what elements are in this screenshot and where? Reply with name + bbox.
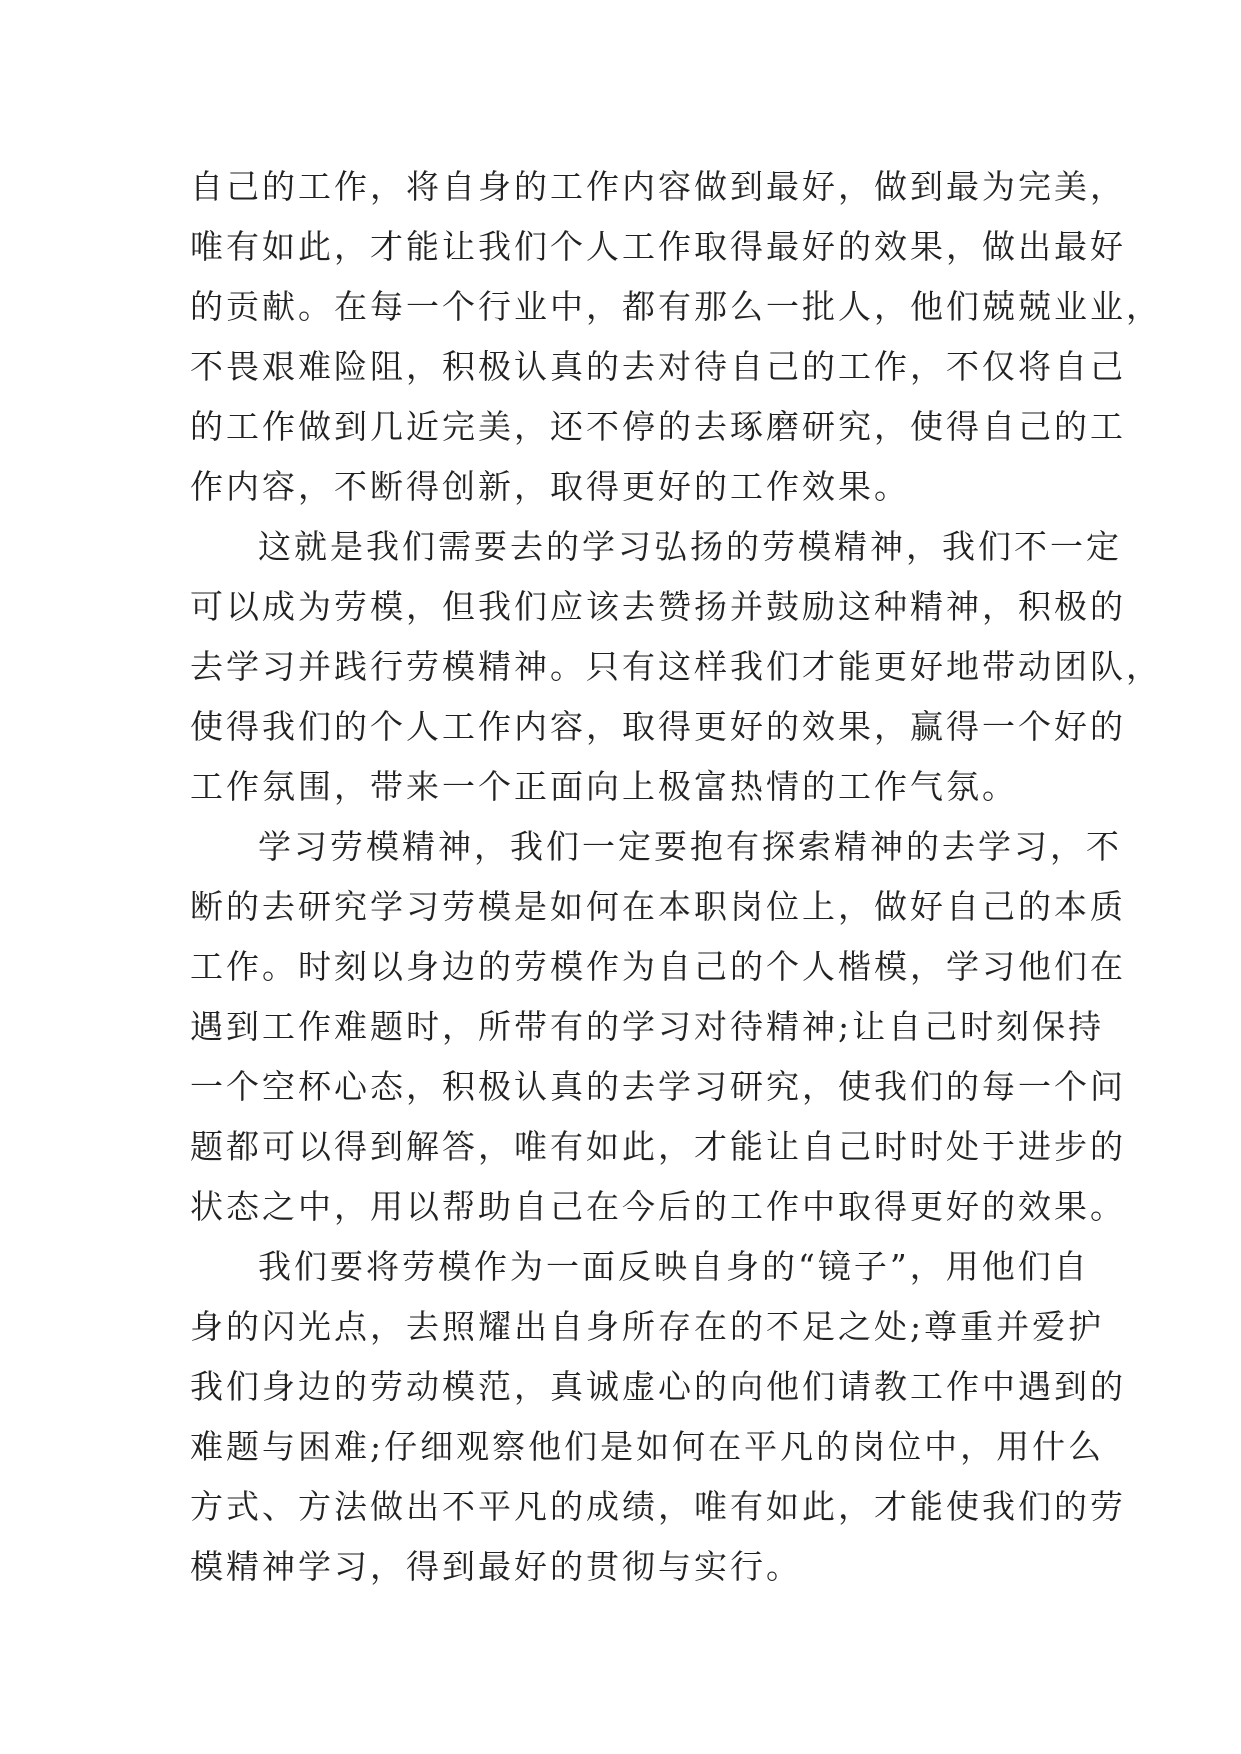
text-line: 不畏艰难险阻，积极认真的去对待自己的工作，不仅将自己: [190, 347, 1126, 386]
paragraph-first-line: 学习劳模精神，我们一定要抱有探索精神的去学习，不: [258, 827, 1122, 866]
text-line: 难题与困难;仔细观察他们是如何在平凡的岗位中，用什么: [190, 1427, 1105, 1466]
text-line: 我们身边的劳动模范，真诚虚心的向他们请教工作中遇到的: [190, 1367, 1126, 1406]
text-line: 一个空杯心态，积极认真的去学习研究，使我们的每一个问: [190, 1067, 1126, 1106]
text-line: 去学习并践行劳模精神。只有这样我们才能更好地带动团队，: [190, 647, 1162, 686]
text-line: 题都可以得到解答，唯有如此，才能让自己时时处于进步的: [190, 1127, 1126, 1166]
text-line: 的工作做到几近完美，还不停的去琢磨研究，使得自己的工: [190, 407, 1126, 446]
text-line: 工作氛围，带来一个正面向上极富热情的工作气氛。: [190, 767, 1018, 806]
document-body: [190, 157, 1162, 1597]
text-line: 唯有如此，才能让我们个人工作取得最好的效果，做出最好: [190, 227, 1126, 266]
text-line: 状态之中，用以帮助自己在今后的工作中取得更好的效果。: [190, 1187, 1126, 1226]
text-line: 方式、方法做出不平凡的成绩，唯有如此，才能使我们的劳: [190, 1487, 1126, 1526]
text-line: 使得我们的个人工作内容，取得更好的效果，赢得一个好的: [190, 707, 1126, 746]
text-line: 自己的工作，将自身的工作内容做到最好，做到最为完美，: [190, 167, 1126, 206]
text-line: 工作。时刻以身边的劳模作为自己的个人楷模，学习他们在: [190, 947, 1126, 986]
text-line: 可以成为劳模，但我们应该去赞扬并鼓励这种精神，积极的: [190, 587, 1126, 626]
text-line: 身的闪光点，去照耀出自身所存在的不足之处;尊重并爱护: [190, 1307, 1105, 1346]
paragraph-first-line: 这就是我们需要去的学习弘扬的劳模精神，我们不一定: [258, 527, 1122, 566]
text-line: 模精神学习，得到最好的贯彻与实行。: [190, 1547, 802, 1586]
text-line: 作内容，不断得创新，取得更好的工作效果。: [190, 467, 910, 506]
text-line: 断的去研究学习劳模是如何在本职岗位上，做好自己的本质: [190, 887, 1126, 926]
text-line: 遇到工作难题时，所带有的学习对待精神;让自己时刻保持: [190, 1007, 1105, 1046]
paragraph-first-line: 我们要将劳模作为一面反映自身的“镜子”，用他们自: [258, 1247, 1090, 1286]
text-line: 的贡献。在每一个行业中，都有那么一批人，他们兢兢业业，: [190, 287, 1162, 326]
